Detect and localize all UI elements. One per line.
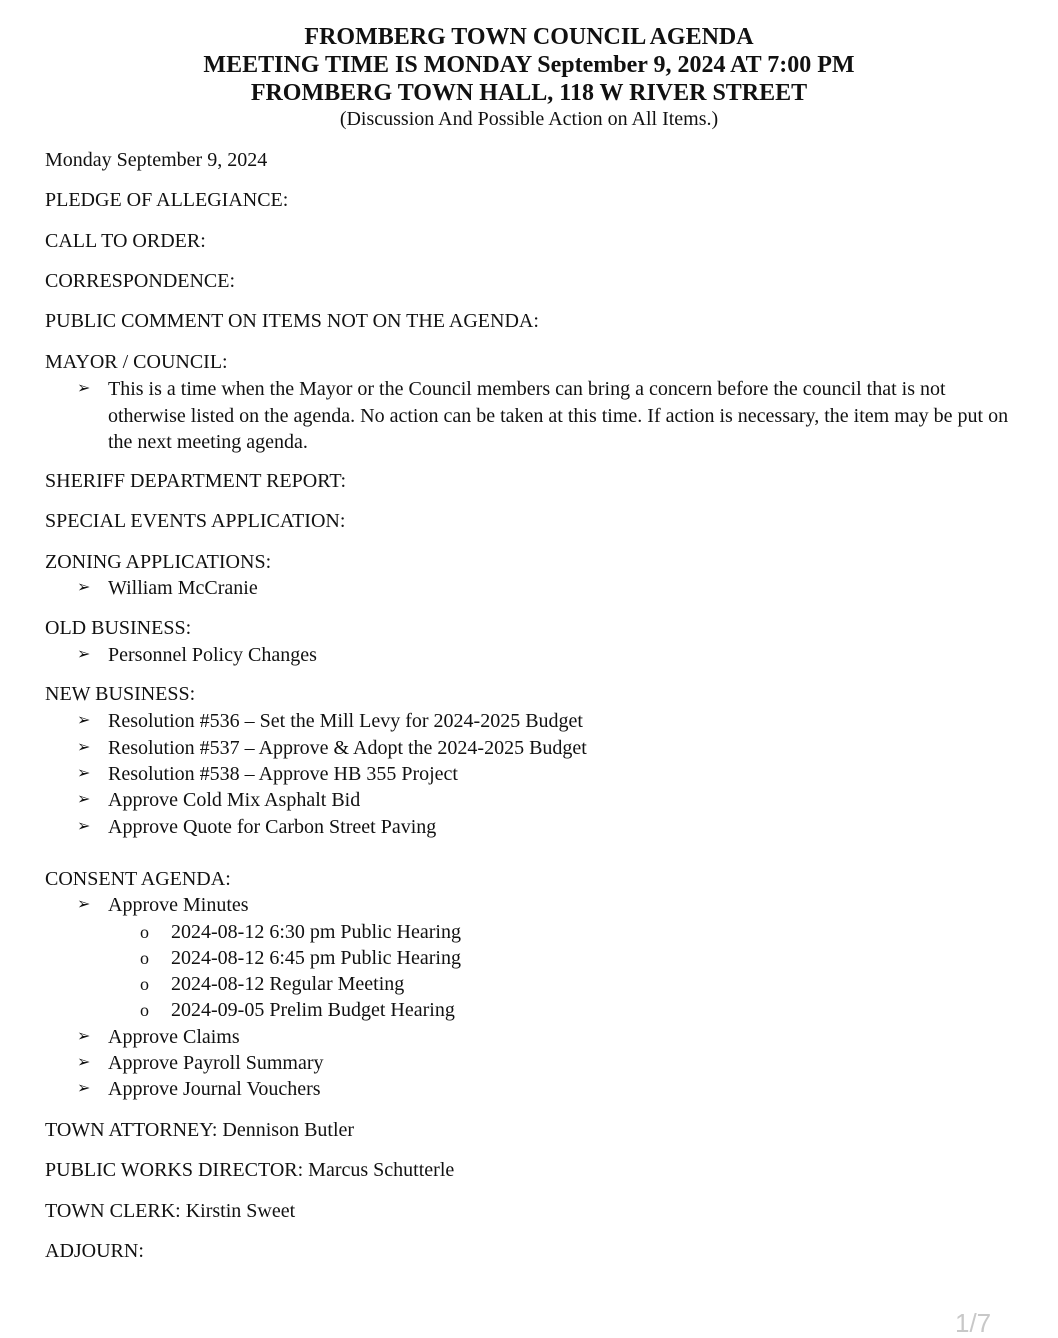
consent-item: Approve Claims <box>108 1026 240 1048</box>
arrowhead-bullet-icon: ➢ <box>77 646 91 663</box>
arrowhead-bullet-icon: ➢ <box>77 1054 91 1071</box>
new-business-item: Approve Cold Mix Asphalt Bid <box>108 789 361 811</box>
circle-bullet-icon: o <box>140 948 149 968</box>
consent-item: Approve Payroll Summary <box>108 1052 324 1074</box>
minutes-item: 2024-08-12 Regular Meeting <box>171 973 405 995</box>
section-special-events: SPECIAL EVENTS APPLICATION: <box>45 510 346 532</box>
section-correspondence: CORRESPONDENCE: <box>45 270 236 292</box>
section-town-clerk: TOWN CLERK: Kirstin Sweet <box>45 1200 296 1222</box>
arrowhead-bullet-icon: ➢ <box>77 739 91 756</box>
minutes-item: 2024-08-12 6:45 pm Public Hearing <box>171 947 461 969</box>
meeting-location: FROMBERG TOWN HALL, 118 W RIVER STREET <box>250 80 808 106</box>
section-old-business: OLD BUSINESS: <box>45 617 192 639</box>
section-consent-agenda: CONSENT AGENDA: <box>45 868 231 890</box>
agenda-title: FROMBERG TOWN COUNCIL AGENDA <box>304 24 754 50</box>
minutes-item: 2024-09-05 Prelim Budget Hearing <box>171 999 455 1021</box>
new-business-item: Resolution #537 – Approve & Adopt the 2024-2025 Budget <box>108 737 587 759</box>
circle-bullet-icon: o <box>140 1000 149 1020</box>
arrowhead-bullet-icon: ➢ <box>77 1028 91 1045</box>
new-business-item: Resolution #536 – Set the Mill Levy for 2024-2025 Budget <box>108 710 583 732</box>
arrowhead-bullet-icon: ➢ <box>77 1080 91 1097</box>
section-call-to-order: CALL TO ORDER: <box>45 230 206 252</box>
zoning-item: William McCranie <box>108 577 258 599</box>
new-business-item: Resolution #538 – Approve HB 355 Project <box>108 763 458 785</box>
section-town-attorney: TOWN ATTORNEY: Dennison Butler <box>45 1119 355 1141</box>
circle-bullet-icon: o <box>140 922 149 942</box>
page-indicator: 1/7 <box>955 1308 992 1338</box>
section-zoning: ZONING APPLICATIONS: <box>45 551 272 573</box>
arrowhead-bullet-icon: ➢ <box>77 896 91 913</box>
old-business-item: Personnel Policy Changes <box>108 644 317 666</box>
minutes-item: 2024-08-12 6:30 pm Public Hearing <box>171 921 461 943</box>
section-sheriff: SHERIFF DEPARTMENT REPORT: <box>45 470 347 492</box>
arrowhead-bullet-icon: ➢ <box>77 380 91 397</box>
arrowhead-bullet-icon: ➢ <box>77 765 91 782</box>
agenda-note: (Discussion And Possible Action on All Items.) <box>339 108 719 130</box>
consent-item: Approve Journal Vouchers <box>108 1078 321 1100</box>
section-pledge: PLEDGE OF ALLEGIANCE: <box>45 189 289 211</box>
arrowhead-bullet-icon: ➢ <box>77 712 91 729</box>
section-new-business: NEW BUSINESS: <box>45 683 196 705</box>
arrowhead-bullet-icon: ➢ <box>77 579 91 596</box>
new-business-item: Approve Quote for Carbon Street Paving <box>108 816 437 838</box>
section-public-works: PUBLIC WORKS DIRECTOR: Marcus Schutterle <box>45 1159 455 1181</box>
mayor-council-description: This is a time when the Mayor or the Council members can bring a concern before the council that is not otherwise listed on the agenda. No action can be taken at this time. If action is necessary, the item may be put on the next meeting agenda. <box>108 378 1009 453</box>
meeting-time: MEETING TIME IS MONDAY September 9, 2024 AT 7:00 PM <box>203 52 855 78</box>
section-public-comment: PUBLIC COMMENT ON ITEMS NOT ON THE AGENDA: <box>45 310 539 332</box>
section-mayor-council: MAYOR / COUNCIL: <box>45 351 228 373</box>
arrowhead-bullet-icon: ➢ <box>77 791 91 808</box>
section-adjourn: ADJOURN: <box>45 1240 144 1262</box>
arrowhead-bullet-icon: ➢ <box>77 818 91 835</box>
meeting-date: Monday September 9, 2024 <box>45 149 268 171</box>
approve-minutes-item: Approve Minutes <box>108 894 249 916</box>
circle-bullet-icon: o <box>140 974 149 994</box>
